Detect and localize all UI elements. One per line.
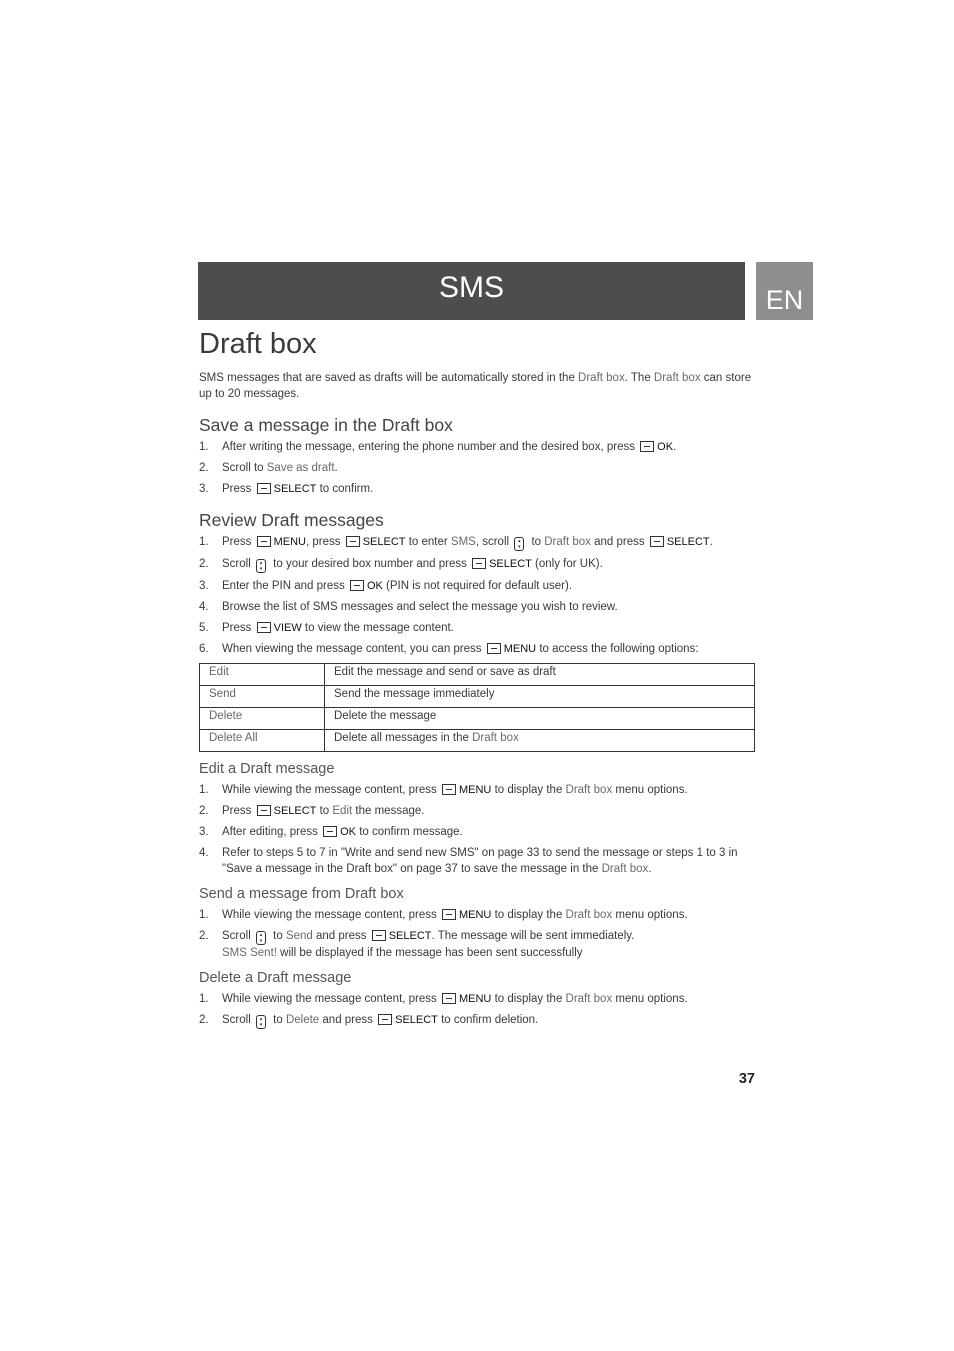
list-item: 1. While viewing the message content, press MENU to display the Draft box menu options. <box>199 909 688 921</box>
save-steps-list <box>199 439 755 497</box>
softkey-icon <box>350 580 364 591</box>
send-section-title: Send a message from Draft box <box>199 886 404 902</box>
delete-section-title: Delete a Draft message <box>199 970 352 986</box>
page-number: 37 <box>738 1071 755 1087</box>
softkey-icon <box>472 558 486 569</box>
page-content <box>199 326 755 1034</box>
section-title: SMS <box>438 271 504 304</box>
softkey-icon <box>650 536 664 547</box>
option-description: Edit the message and send or save as draft <box>325 664 755 686</box>
option-name: Delete <box>200 708 325 730</box>
softkey-icon <box>346 536 360 547</box>
page-title: Draft box <box>199 328 317 360</box>
option-name: Send <box>200 686 325 708</box>
list-item: 2. Scroll ▴ ▾ to your desired box number and press SELECT (only for UK). <box>199 558 603 572</box>
softkey-icon <box>257 536 271 547</box>
language-tab <box>756 262 813 320</box>
softkey-icon <box>257 805 271 816</box>
list-item: 2. Press SELECT to Edit the message. <box>199 805 425 817</box>
list-item: 2. Scroll ▴ ▾ to Send and press SELECT. The message will be sent immediately. SMS Sent! will be displayed if the message has been sent successfully <box>199 930 635 959</box>
table-row <box>200 730 755 752</box>
softkey-icon <box>257 622 271 633</box>
softkey-icon <box>442 909 456 920</box>
edit-section-title: Edit a Draft message <box>199 761 335 777</box>
navigation-key-icon: ▴ ▾ <box>256 1015 266 1029</box>
list-item: 2. Scroll ▴ ▾ to Delete and press SELECT to confirm deletion. <box>199 1014 539 1028</box>
softkey-icon <box>442 993 456 1004</box>
option-name: Delete All <box>200 730 325 752</box>
list-item: 3. After editing, press OK to confirm message. <box>199 826 463 838</box>
option-description: Delete all messages in the Draft box <box>325 730 755 752</box>
save-section-title: Save a message in the Draft box <box>199 415 453 435</box>
softkey-icon <box>640 441 654 452</box>
table-row <box>200 708 755 730</box>
list-item: 1. While viewing the message content, press MENU to display the Draft box menu options. <box>199 784 688 796</box>
review-steps-list <box>199 534 755 657</box>
section-header-bar <box>198 262 745 320</box>
navigation-key-icon: ▴ ▾ <box>256 559 266 573</box>
send-steps-list <box>199 907 755 961</box>
list-item: 3. Press SELECT to confirm. <box>199 483 374 495</box>
navigation-key-icon: ▴ ▾ <box>514 537 524 551</box>
navigation-key-icon: ▴ ▾ <box>256 931 266 945</box>
list-item: 5. Press VIEW to view the message content. <box>199 622 454 634</box>
list-item: 6. When viewing the message content, you can press MENU to access the following options: <box>199 643 699 655</box>
softkey-icon <box>442 784 456 795</box>
table-row <box>200 664 755 686</box>
softkey-icon <box>372 930 386 941</box>
options-table <box>199 663 755 752</box>
delete-steps-list <box>199 991 755 1029</box>
language-label: EN <box>765 285 804 315</box>
softkey-icon <box>257 483 271 494</box>
option-name: Edit <box>200 664 325 686</box>
table-row <box>200 686 755 708</box>
review-section-title: Review Draft messages <box>199 510 384 530</box>
list-item: 4. Browse the list of SMS messages and select the message you wish to review. <box>199 601 618 613</box>
intro-paragraph: SMS messages that are saved as drafts will be automatically stored in the Draft box. The Draft box can store up to 20 messages. <box>199 372 752 400</box>
list-item: 1. Press MENU, press SELECT to enter SMS, scroll ▴ ▾ to Draft box and press SELECT. <box>199 536 713 550</box>
list-item: 3. Enter the PIN and press OK (PIN is not required for default user). <box>199 580 573 592</box>
list-item: 2. Scroll to Save as draft. <box>199 462 338 474</box>
edit-steps-list <box>199 782 755 877</box>
option-description: Delete the message <box>325 708 755 730</box>
softkey-icon <box>323 826 337 837</box>
softkey-icon <box>487 643 501 654</box>
list-item: 4. Refer to steps 5 to 7 in "Write and send new SMS" on page 33 to send the message or steps 1 to 3 in "Save a message in the Draft box" on page 37 to save the message in the Draft box. <box>199 847 738 875</box>
option-description: Send the message immediately <box>325 686 755 708</box>
softkey-icon <box>378 1014 392 1025</box>
list-item: 1. After writing the message, entering the phone number and the desired box, press OK. <box>199 441 677 453</box>
list-item: 1. While viewing the message content, press MENU to display the Draft box menu options. <box>199 993 688 1005</box>
